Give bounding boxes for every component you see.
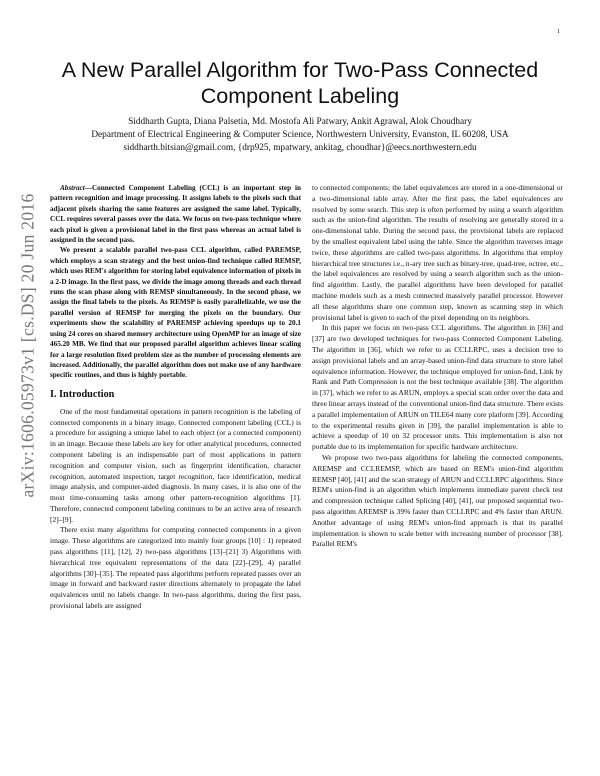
paper-title: A New Parallel Algorithm for Two-Pass Connected Component Labeling xyxy=(61,58,539,108)
author-block xyxy=(40,116,560,154)
abstract-paragraph-1 xyxy=(50,183,301,245)
intro-paragraph-1: One of the most fundamental operations in pattern recognition is the labeling of connected components in a binary image. Connected component labeling (CCL) is a procedure for assigning a unique label to each object (or a connected component) in an image. Because these labels are key for other analytical procedures, connected component labeling is an indispensable part of most applications in pattern recognition and computer vision, such as fingerprint identification, character recognition, automated inspection, target recognition, face identification, medical image analysis, and computer-aided diagnosis. In many cases, it is also one of the most time-consuming tasks among other pattern-recognition algorithms [1]. Therefore, connected component labeling continues to be an active area of research [2]–[9]. xyxy=(50,406,301,524)
section-heading-introduction: I. Introduction xyxy=(50,388,115,400)
email-addresses: siddharth.bitsian@gmail.com, {drp925, mpatwary, ankitag, choudhar}@eecs.northwestern.edu xyxy=(123,142,477,153)
page-number: 1 xyxy=(557,29,560,35)
arxiv-id: arXiv:1606.05973v1 [cs.DS] 20 Jun 2016 xyxy=(17,192,38,498)
right-column xyxy=(312,183,563,550)
abstract xyxy=(50,183,301,381)
author-names: Siddharth Gupta, Diana Palsetia, Md. Mostofa Ali Patwary, Ankit Agrawal, Alok Choudhary xyxy=(128,117,472,127)
intro-paragraph-continued: to connected components; the label equivalences are stored in a one-dimensional or a two-dimensional table array. After the first pass, the label equivalences are resolved by some search. This step is often performed by using a search algorithm such as the union-find algorithm. The results of resolving are generally stored in a one-dimensional table. During the second pass, the provisional labels are replaced by the smallest equivalent label using the table. Since the algorithm traverses image twice, these algorithms are called two-pass algorithms. In algorithms that employ hierarchical tree structures i.e., n-ary tree such as binary-tree, quad-tree, octree, etc., the label equivalences are resolved by using a search algorithm such as the union-find algorithm. Lastly, the parallel algorithms have been developed for parallel machine models such as a mesh connected massively parallel processor. However all these algorithms share one common step, known as scanning step in which provisional label is given to each of the pixel depending on its neighbors. xyxy=(312,183,563,322)
arxiv-stamp xyxy=(10,110,46,580)
intro-paragraph-2: There exist many algorithms for computing connected components in a given image. These algorithms are categorized into mainly four groups [10] : 1) repeated pass algorithms [11], [12], 2) two-pass algorithms [13]–[21] 3) Algorithms with hierarchical tree equivalent representations of the data [22]–[29], 4) parallel algorithms [30]–[35]. The repeated pass algorithms perform repeated passes over an image in forward and backward raster directions alternately to propagate the label equivalences until no labels change. In two-pass algorithms, during the first pass, provisional labels are assigned xyxy=(50,525,301,611)
intro-paragraph-4: We propose two two-pass algorithms for labeling the connected components, AREMSP and CCLREMSP, which are based on REM's union-find algorithm REMSP [40], [41] and the scan strategy of ARUN and CCLLRPC algorithms. Since REM's union-find is an algorithm which implements immediate parent check test and compression technique called Splicing [40], [41], our proposed sequential two-pass algorithm AREMSP is 39% faster than CCLLRPC and 4% faster than ARUN. Another advantage of using REM's union-find approach is that its parallel implementation is shown to scale better with increasing number of processor [38]. Parallel REM's xyxy=(312,452,563,549)
abstract-text-1: Connected Component Labeling (CCL) is an important step in pattern recognition and image processing. It assigns labels to the pixels such that adjacent pixels sharing the same features are assigned the same label. Typically, CCL requires several passes over the data. We focus on two-pass technique where each pixel is given a provisional label in the first pass whereas an actual label is assigned in the second pass. xyxy=(50,184,301,245)
left-column xyxy=(50,183,301,612)
abstract-paragraph-2: We present a scalable parallel two-pass CCL algorithm, called PAREMSP, which employs a scan strategy and the best union-find technique called REMSP, which uses REM's algorithm for storing label equivalence information of pixels in a 2-D image. In the first pass, we divide the image among threads and each thread runs the scan phase along with REMSP simultaneously. In the second phase, we assign the final labels to the pixels. As REMSP is easily parallelizable, we use the parallel version of REMSP for merging the pixels on the boundary. Our experiments show the scalability of PAREMSP achieving speedups up to 20.1 using 24 cores on shared memory architecture using OpenMP for an image of size 465.20 MB. We find that our proposed parallel algorithm achieves linear scaling for a large resolution fixed problem size as the number of processing elements are increased. Additionally, the parallel algorithm does not make use of any hardware specific routines, and thus is highly portable. xyxy=(50,246,301,380)
affiliation: Department of Electrical Engineering & Computer Science, Northwestern University, Evanston, IL 60208, USA xyxy=(91,129,509,140)
intro-paragraph-3: In this paper we focus on two-pass CCL algorithms. The algorithm in [36] and [37] are two developed techniques for two-pass Connected Component Labeling. The algorithm in [36], which we refer to as CCLLRPC, uses a decision tree to assign provisional labels and an array-based union-find data structure to store label equivalence information. However, the technique employed for union-find, Link by Rank and Path Compression is not the best technique available [38]. The algorithm in [37], which we refer to as ARUN, employs a special scan order over the data and three linear arrays instead of the conventional union-find data structure. There exists a parallel implementation of ARUN on TILE64 many core platform [39]. According to the experimental results given in [39], the parallel implementation is able to achieve a speedup of 10 on 32 processor units. This implementation is also not portable due to its implementation for specific hardware architecture. xyxy=(312,323,563,452)
abstract-label: Abstract— xyxy=(60,184,92,192)
